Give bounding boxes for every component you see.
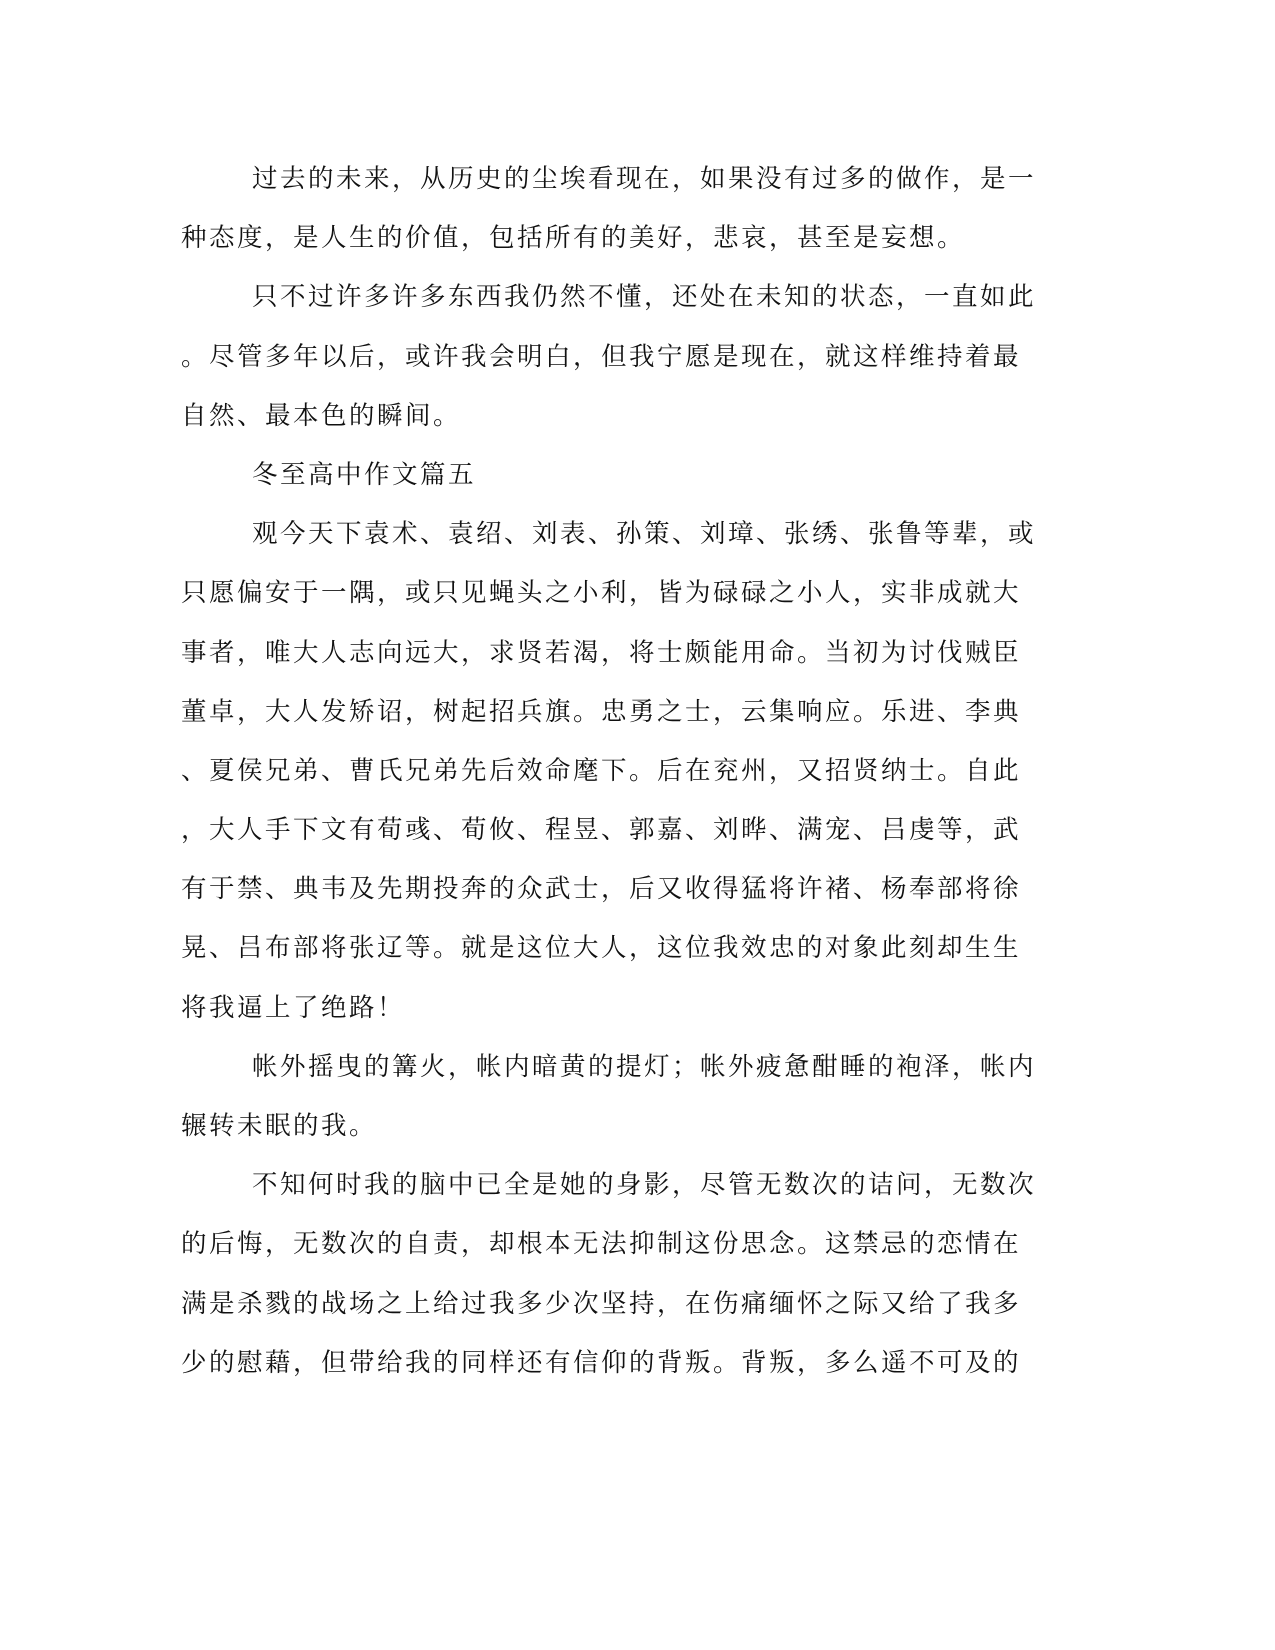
paragraph-line: 过去的未来，从历史的尘埃看现在，如果没有过多的做作，是一 xyxy=(252,164,1037,194)
paragraph-line: 自然、最本色的瞬间。 xyxy=(181,400,462,431)
paragraph-line: 晃、吕布部将张辽等。就是这位大人，这位我效忠的对象此刻却生生 xyxy=(181,933,1022,964)
section-heading: 冬至高中作文篇五 xyxy=(252,459,477,490)
paragraph-line: 、夏侯兄弟、曹氏兄弟先后效命麾下。后在兖州，又招贤纳士。自此 xyxy=(181,755,1022,786)
paragraph-line: 帐外摇曳的篝火，帐内暗黄的提灯；帐外疲惫酣睡的袍泽，帐内 xyxy=(252,1051,1037,1082)
paragraph-line: 不知何时我的脑中已全是她的身影，尽管无数次的诘问，无数次 xyxy=(252,1170,1037,1201)
paragraph-line: ，大人手下文有荀彧、荀攸、程昱、郭嘉、刘晔、满宠、吕虔等，武 xyxy=(181,815,1022,846)
paragraph-line: 事者，唯大人志向远大，求贤若渴，将士颇能用命。当初为讨伐贼臣 xyxy=(181,637,1022,668)
paragraph-line: 观今天下袁术、袁绍、刘表、孙策、刘璋、张绣、张鲁等辈，或 xyxy=(252,519,1037,550)
paragraph-line: 满是杀戮的战场之上给过我多少次坚持，在伤痛缅怀之际又给了我多 xyxy=(181,1288,1022,1319)
paragraph-line: 只不过许多许多东西我仍然不懂，还处在未知的状态，一直如此 xyxy=(252,282,1037,313)
paragraph-line: 。尽管多年以后，或许我会明白，但我宁愿是现在，就这样维持着最 xyxy=(181,341,1022,372)
document-body xyxy=(181,150,1037,1393)
paragraph-line: 种态度，是人生的价值，包括所有的美好，悲哀，甚至是妄想。 xyxy=(181,223,966,254)
paragraph-line: 只愿偏安于一隅，或只见蝇头之小利，皆为碌碌之小人，实非成就大 xyxy=(181,578,1022,609)
paragraph-line: 辗转未眠的我。 xyxy=(181,1111,378,1141)
paragraph-line: 少的慰藉，但带给我的同样还有信仰的背叛。背叛，多么遥不可及的 xyxy=(181,1347,1022,1378)
paragraph-line: 有于禁、典韦及先期投奔的众武士，后又收得猛将许褚、杨奉部将徐 xyxy=(181,874,1022,905)
paragraph-line: 董卓，大人发矫诏，树起招兵旗。忠勇之士，云集响应。乐进、李典 xyxy=(181,696,1022,727)
paragraph-line: 的后悔，无数次的自责，却根本无法抑制这份思念。这禁忌的恋情在 xyxy=(181,1229,1022,1260)
paragraph-line: 将我逼上了绝路！ xyxy=(181,992,406,1023)
